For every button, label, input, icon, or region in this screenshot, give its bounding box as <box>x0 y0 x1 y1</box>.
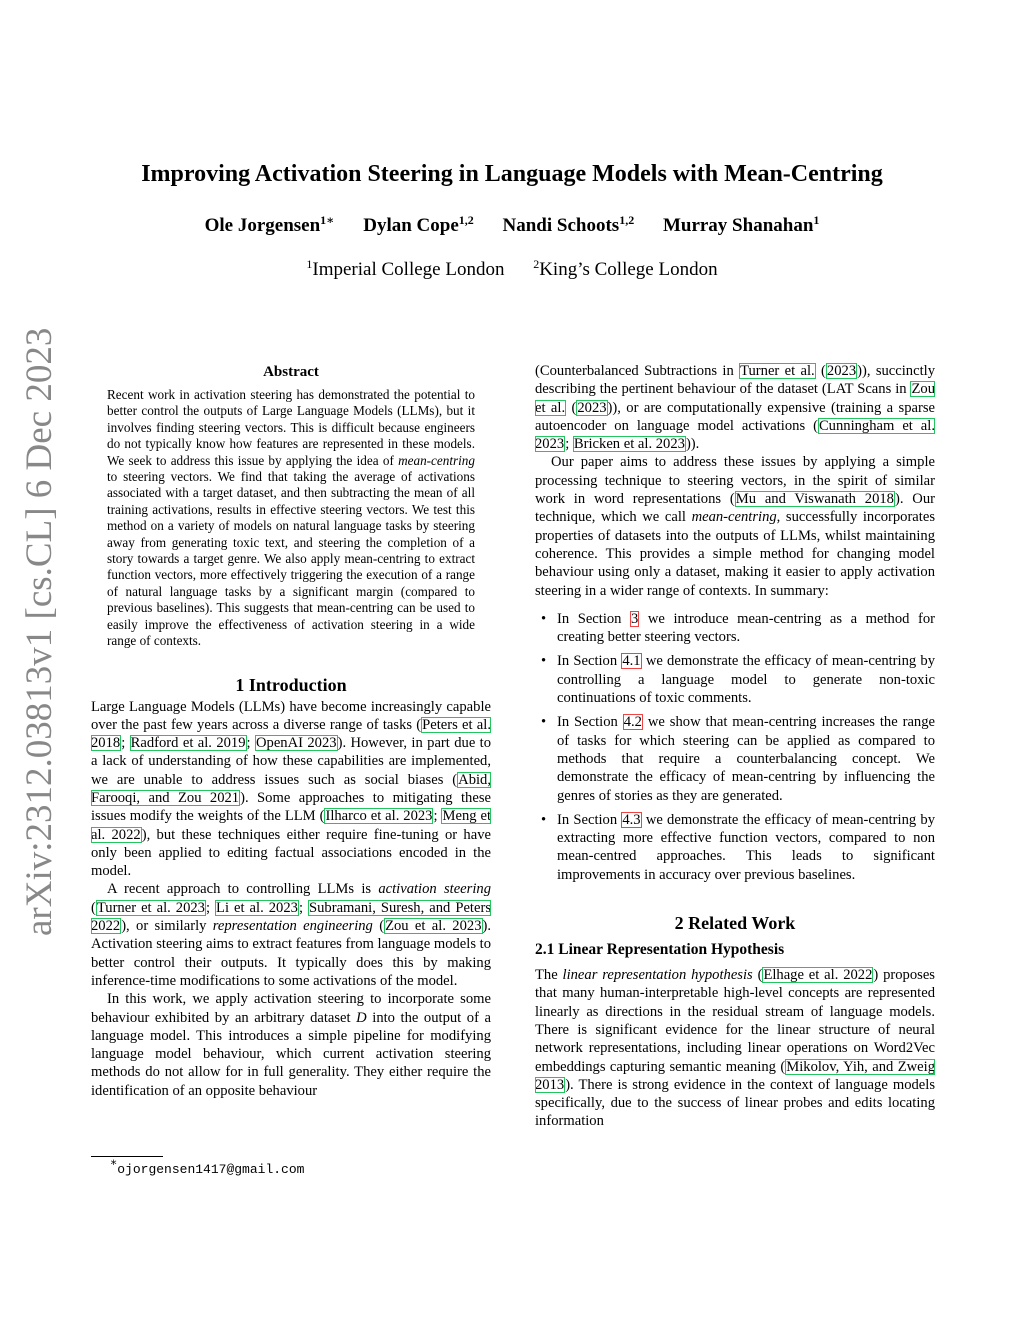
abstract-heading: Abstract <box>263 364 319 380</box>
citation-link[interactable]: 2023 <box>826 363 857 379</box>
citation-link[interactable]: Peters et al. 2018 <box>91 716 491 752</box>
intro-paragraph: In this work, we apply activation steering to incorporate some behaviour exhibited by an arbitrary dataset D into the output of a language model. This introduces a simple pipeline for modifying language model behaviour, which current activation steering methods do not allow for in full generality. They either require the identification of an opposite behaviour <box>91 991 491 1099</box>
paper-title: Improving Activation Steering in Language Models with Mean-Centring <box>141 161 883 187</box>
section-ref-link[interactable]: 4.3 <box>622 811 641 828</box>
footnote: ∗ojorgensen1417@gmail.com <box>110 1156 305 1177</box>
citation-link[interactable]: Elhage et al. 2022 <box>763 967 873 984</box>
citation-link[interactable]: Ilharco et al. 2023 <box>325 808 433 825</box>
contribution-list <box>535 610 935 884</box>
abstract-text: Recent work in activation steering has demonstrated the potential to better control the outputs of Large Language Models (LLMs), but it involves finding steering vectors. This is difficult because engineers do not typically know how features are represented in these models. We seek to address this issue by applying the idea of mean-centring to steering vectors. We find that taking the average of activations associated with a target dataset, and then subtracting the mean of all training activations, results in effective steering vectors. We test this method on a variety of models on natural language tasks by steering away from generating toxic text, and steering the completion of a story towards a target genre. We also apply mean-centring to extract function vectors, more effectively triggering the execution of a range of natural language tasks by a significant margin (compared to previous baselines). This suggests that mean-centring can be used to easily improve the effectiveness of activation steering in a wide range of contexts. <box>107 387 475 649</box>
citation-link[interactable]: Zou et al. 2023 <box>385 918 482 935</box>
author: Nandi Schoots$^{1,2}$ <box>502 213 635 236</box>
citation-link[interactable]: Mikolov, Yih, and Zweig 2013 <box>535 1058 935 1093</box>
citation-link[interactable]: Li et al. 2023 <box>216 899 298 916</box>
section-ref-link[interactable]: 3 <box>631 610 639 627</box>
citation-link[interactable]: Cunningham et al. 2023 <box>535 417 935 453</box>
footnote-rule <box>91 1156 163 1157</box>
list-item: • In Section 4.3 we demonstrate the efficacy of mean-centring by extracting more effective function vectors, compared to non mean-centred approaches. This leads to significant improvements in accuracy over previous baselines. <box>541 811 935 883</box>
intro-paragraph: A recent approach to controlling LLMs is activation steering (Turner et al. 2023; Li et al. 2023; Subramani, Suresh, and Peters 2022), or similarly representation engineering (Zou et al. 2023). Activation steering aims to extract features from language models to better control their outputs. It typically does this by making inference-time modifications to some activations of the model. <box>91 881 492 989</box>
author: Dylan Cope$^{1,2}$ <box>363 213 474 236</box>
list-item: • In Section 4.1 we demonstrate the efficacy of mean-centring by controlling a language model to generate non-toxic continuations of toxic comments. <box>541 653 935 707</box>
body-paragraph: (Counterbalanced Subtractions in Turner et al. (2023)), succinctly describing the pertinent behaviour of the dataset (LAT Scans in Zou et al. (2023)), or are computationally expensive (training a sparse autoencoder on language model activations (Cunningham et al. 2023; Bricken et al. 2023)). <box>535 363 935 453</box>
section-heading-related-work: 2 Related Work <box>674 913 796 934</box>
affiliation-list <box>0 256 1024 284</box>
arxiv-stamp: arXiv:2312.03813v1 [cs.CL] 6 Dec 2023 <box>19 327 60 936</box>
citation-link[interactable]: 2023 <box>577 399 607 416</box>
section-ref-link[interactable]: 4.1 <box>622 653 641 670</box>
citation-link[interactable]: OpenAI 2023 <box>255 735 337 752</box>
citation-link[interactable]: Bricken et al. 2023 <box>573 436 685 453</box>
citation-link[interactable]: Turner et al. 2023 <box>96 899 205 916</box>
citation-link[interactable]: Abid, Farooqi, and Zou 2021 <box>91 771 491 806</box>
list-item: • In Section 3 we introduce mean-centring as a method for creating better steering vectors. <box>541 610 935 646</box>
author: Ole Jorgensen$^{1∗}$ <box>204 213 335 236</box>
left-column <box>91 360 491 1100</box>
citation-link[interactable]: Subramani, Suresh, and Peters 2022 <box>91 899 491 935</box>
right-column <box>535 362 935 1131</box>
citation-link[interactable]: Meng et al. 2022 <box>91 808 491 843</box>
author-list <box>0 212 1024 240</box>
subsection-heading: 2.1 Linear Representation Hypothesis <box>535 941 785 959</box>
intro-paragraph: Large Language Models (LLMs) have become increasingly capable over the past few years across a diverse range of tasks (Peters et al. 2018; Radford et al. 2019; OpenAI 2023). However, in part due to a lack of understanding of how these capabilities are implemented, we are unable to address issues such as social biases (Abid, Farooqi, and Zou 2021). Some approaches to mitigating these issues modify the weights of the LLM (Ilharco et al. 2023; Meng et al. 2022), but these techniques either require fine-tuning or have only been applied to editing factual associations encoded in the model. <box>91 698 492 880</box>
affiliation: $^2$King’s College London <box>533 257 718 280</box>
body-paragraph: The linear representation hypothesis (Elhage et al. 2022) proposes that many human-interpretable high-level concepts are represented linearly as directions in the residual stream of language models. There is significant evidence for the linear structure of neural network representations, including linear operations on Word2Vec embeddings capturing semantic meaning (Mikolov, Yih, and Zweig 2013). There is strong evidence in the context of language models specifically, due to the success of linear probes and edits locating information <box>535 967 935 1130</box>
footnote-email[interactable]: ojorgensen1417@gmail.com <box>117 1162 305 1177</box>
section-heading-introduction: 1 Introduction <box>235 674 347 695</box>
citation-link[interactable]: Radford et al. 2019 <box>130 735 246 752</box>
affiliation: $^1$Imperial College London <box>306 257 505 280</box>
list-item: • In Section 4.2 we show that mean-centring increases the range of tasks for which steering can be applied as compared to methods that require a counterbalancing concept. We demonstrate the efficacy of mean-centring by influencing the genres of stories as they are generated. <box>541 714 935 804</box>
author: Murray Shanahan$^1$ <box>662 213 820 236</box>
citation-link[interactable]: Zou et al. <box>535 381 935 416</box>
citation-link[interactable]: Turner et al. <box>740 363 815 379</box>
body-paragraph: Our paper aims to address these issues by applying a simple processing technique to steering vectors, in the spirit of similar work in word representations (Mu and Viswanath 2018). Our technique, which we call mean-centring, successfully incorporates properties of datasets into the outputs of LLMs, whilst maintaining coherence. This provides a simple method for changing model behaviour using only a dataset, making it easier to apply activation steering in a wider range of contexts. In summary: <box>535 454 935 599</box>
section-ref-link[interactable]: 4.2 <box>623 714 642 731</box>
citation-link[interactable]: Mu and Viswanath 2018 <box>735 491 894 508</box>
